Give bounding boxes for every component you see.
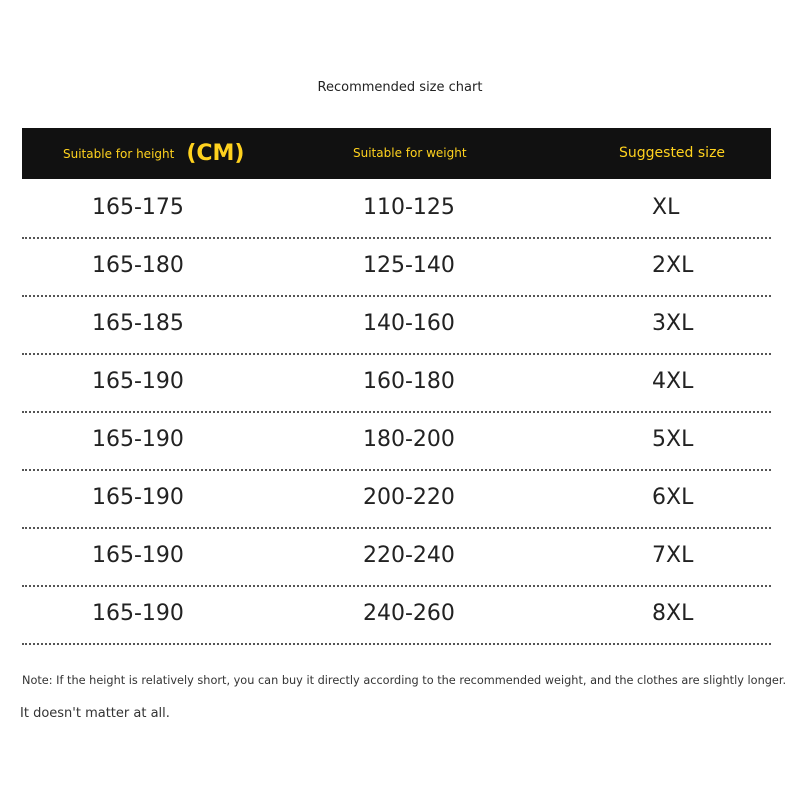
weight-cell: 200-220: [363, 485, 455, 510]
table-row: [22, 237, 771, 297]
height-cell: 165-190: [92, 427, 184, 452]
size-cell: XL: [652, 195, 680, 220]
weight-cell: 240-260: [363, 601, 455, 626]
header-height-unit: (CM): [186, 141, 245, 166]
table-row: [22, 179, 771, 239]
header-height-label: Suitable for height: [63, 147, 175, 161]
height-cell: 165-190: [92, 543, 184, 568]
table-row: [22, 411, 771, 471]
size-cell: 6XL: [652, 485, 694, 510]
table-row: [22, 353, 771, 413]
weight-cell: 160-180: [363, 369, 455, 394]
chart-title: Recommended size chart: [317, 80, 483, 95]
table-header: [22, 128, 771, 179]
weight-cell: 140-160: [363, 311, 455, 336]
header-height: [63, 128, 244, 179]
size-cell: 7XL: [652, 543, 694, 568]
table-row: [22, 585, 771, 645]
weight-cell: 180-200: [363, 427, 455, 452]
table-row: [22, 469, 771, 529]
header-size: Suggested size: [619, 145, 726, 161]
weight-cell: 220-240: [363, 543, 455, 568]
height-cell: 165-190: [92, 601, 184, 626]
height-cell: 165-175: [92, 195, 184, 220]
height-cell: 165-185: [92, 311, 184, 336]
weight-cell: 110-125: [363, 195, 455, 220]
size-cell: 2XL: [652, 253, 694, 278]
height-cell: 165-180: [92, 253, 184, 278]
table-row: [22, 527, 771, 587]
header-weight: Suitable for weight: [353, 146, 467, 160]
height-cell: 165-190: [92, 485, 184, 510]
weight-cell: 125-140: [363, 253, 455, 278]
note-text-continued: It doesn't matter at all.: [20, 706, 170, 721]
size-cell: 8XL: [652, 601, 694, 626]
note-text: Note: If the height is relatively short, you can buy it directly according to the recommended weight, and the clothes are slightly longer.: [22, 674, 787, 687]
height-cell: 165-190: [92, 369, 184, 394]
size-cell: 5XL: [652, 427, 694, 452]
size-cell: 4XL: [652, 369, 694, 394]
table-row: [22, 295, 771, 355]
size-cell: 3XL: [652, 311, 694, 336]
